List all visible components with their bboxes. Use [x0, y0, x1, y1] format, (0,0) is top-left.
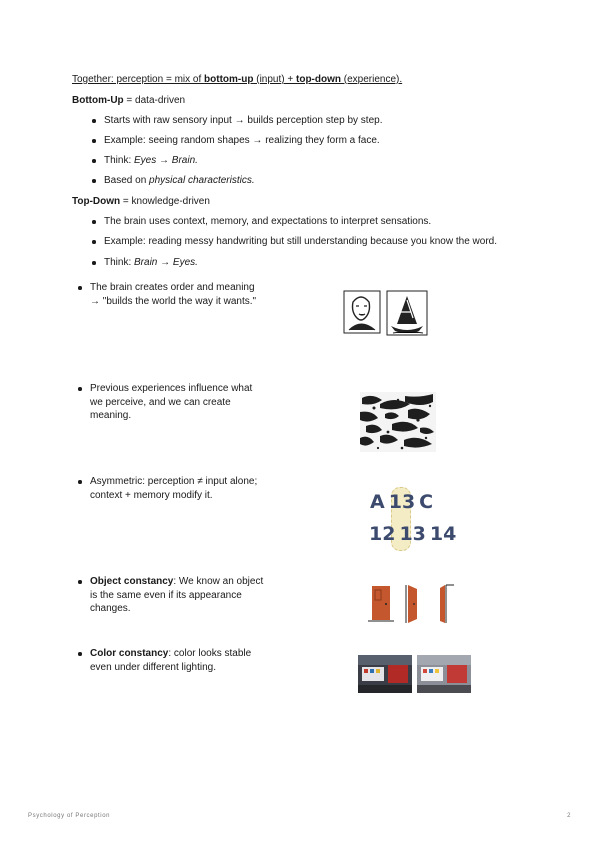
noise-pattern-image: [360, 392, 436, 452]
list-item: [78, 647, 265, 674]
door-constancy-image: [368, 582, 464, 626]
top-down-heading: [72, 195, 210, 209]
ambiguous-figure-image: [343, 290, 433, 340]
letter-c: C: [419, 491, 434, 513]
bottom-up-heading: [72, 94, 185, 108]
list-item: [78, 475, 265, 502]
list-item: [78, 281, 265, 308]
example-order-meaning: The brain creates order and meaning → "builds the world the way it wants.": [90, 282, 257, 307]
example-object-constancy-term: Object constancy: [90, 576, 174, 587]
bottom-up-item-3-prefix: Think:: [104, 155, 135, 166]
bottom-up-item-3-italic: Eyes → Brain.: [134, 155, 198, 166]
example-color-constancy-term: Color constancy: [90, 648, 169, 659]
list-item: [92, 215, 431, 229]
bottom-up-item-1: Starts with raw sensory input → builds perception step by step.: [104, 115, 383, 126]
list-item: [92, 114, 382, 128]
list-item: [92, 134, 380, 148]
example-asymmetric: Asymmetric: perception ≠ input alone; context + memory modify it.: [90, 476, 258, 501]
list-item: [92, 174, 255, 188]
footer-title: Psychology of Perception: [28, 812, 111, 819]
summary-line: [72, 73, 402, 87]
list-item: [78, 575, 265, 616]
bottom-up-item-4-italic: physical characteristics.: [149, 175, 255, 186]
example-color-constancy-text: : color looks stable even under different lighting.: [90, 648, 252, 673]
list-item: [92, 235, 497, 249]
top-down-item-3-prefix: Think:: [104, 257, 135, 268]
list-item: [92, 154, 198, 168]
letter-a: A: [370, 491, 385, 513]
bottom-up-item-4-prefix: Based on: [104, 175, 150, 186]
summary-bottom-up: bottom-up: [204, 74, 254, 85]
number-13-ambiguous: 13: [399, 523, 426, 545]
color-constancy-photo-right: [417, 655, 471, 693]
page-number: 2: [567, 812, 571, 819]
number-12: 12: [369, 523, 396, 545]
list-item: [78, 382, 265, 423]
summary-prefix: Together: perception = mix of: [72, 74, 205, 85]
example-previous-experience: Previous experiences influence what we perceive, and we can create meaning.: [90, 383, 253, 421]
bottom-up-definition: = data-driven: [123, 95, 186, 106]
top-down-item-1: The brain uses context, memory, and expectations to interpret sensations.: [104, 216, 432, 227]
summary-suffix: (experience).: [340, 74, 403, 85]
number-row: [369, 522, 456, 548]
letter-b-ambiguous: 13: [388, 491, 416, 513]
color-constancy-photo-left: [358, 655, 412, 693]
list-item: [92, 256, 198, 270]
top-down-term: Top-Down: [72, 196, 121, 207]
number-14: 14: [429, 523, 457, 545]
letter-row: [370, 490, 433, 516]
summary-top-down: top-down: [296, 74, 341, 85]
top-down-definition: = knowledge-driven: [120, 196, 210, 207]
bottom-up-item-2: Example: seeing random shapes → realizing they form a face.: [104, 135, 380, 146]
bottom-up-term: Bottom-Up: [72, 95, 124, 106]
summary-middle: (input) +: [253, 74, 296, 85]
top-down-item-2: Example: reading messy handwriting but still understanding because you know the word.: [104, 236, 497, 247]
example-object-constancy-text: : We know an object is the same even if its appearance changes.: [90, 576, 264, 614]
top-down-item-3-italic: Brain → Eyes.: [134, 257, 198, 268]
